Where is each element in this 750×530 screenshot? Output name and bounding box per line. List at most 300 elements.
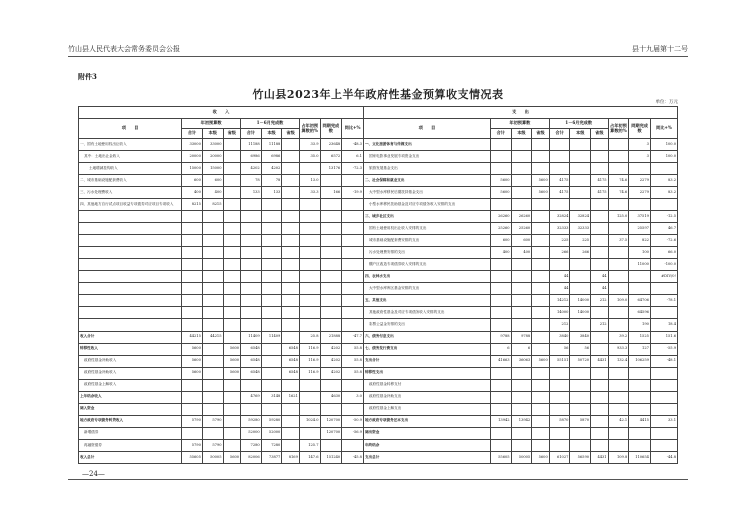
expenditure-cell: [532, 247, 550, 259]
income-cell: [241, 247, 262, 259]
income-cell: [299, 223, 320, 235]
expenditure-cell: [570, 427, 591, 439]
income-cell: [299, 199, 320, 211]
expenditure-cell: [591, 139, 609, 151]
table-row: [79, 319, 678, 331]
expenditure-cell: [570, 403, 591, 415]
expenditure-cell: 190: [629, 319, 651, 331]
income-cell: [299, 235, 320, 247]
expenditure-cell: -12.5: [650, 211, 677, 223]
income-cell: [241, 199, 262, 211]
table-row: [79, 379, 678, 391]
expenditure-cell: [629, 367, 651, 379]
income-cell: [223, 403, 241, 415]
expenditure-cell: [570, 151, 591, 163]
income-cell: [320, 307, 342, 319]
expenditure-cell: [629, 439, 651, 451]
income-cell: 8215: [202, 199, 223, 211]
income-cell: [223, 379, 241, 391]
expenditure-cell: [549, 151, 570, 163]
expenditure-cell: 125.0: [608, 211, 629, 223]
income-cell: [223, 151, 241, 163]
income-cell: [299, 403, 320, 415]
expenditure-cell: [490, 379, 511, 391]
expenditure-cell: [591, 259, 609, 271]
income-cell: 400: [182, 187, 203, 199]
expenditure-cell: 400: [511, 247, 532, 259]
income-cell: [261, 235, 282, 247]
income-cell: [223, 235, 241, 247]
income-cell: [182, 259, 203, 271]
expenditure-cell: [490, 427, 511, 439]
expenditure-cell: 25260: [490, 223, 511, 235]
income-cell: [182, 427, 203, 439]
table-row: [79, 283, 678, 295]
expenditure-cell: 2279: [629, 175, 651, 187]
expenditure-cell: [591, 235, 609, 247]
income-cell: [202, 235, 223, 247]
income-cell: [223, 187, 241, 199]
expenditure-cell: 600: [511, 235, 532, 247]
income-cell: [182, 283, 203, 295]
expenditure-cell: [608, 391, 629, 403]
income-cell: [261, 199, 282, 211]
expenditure-cell: [490, 271, 511, 283]
expenditure-cell: [629, 403, 651, 415]
expenditure-cell: [629, 427, 651, 439]
table-row: [79, 295, 678, 307]
expenditure-cell: [549, 403, 570, 415]
income-cell: [299, 379, 320, 391]
income-item-name: 收入合计: [79, 331, 182, 343]
income-cell: [202, 247, 223, 259]
income-cell: [299, 283, 320, 295]
expenditure-cell: 5870: [570, 415, 591, 427]
income-cell: 5600: [182, 367, 203, 379]
expenditure-cell: 66.0: [650, 247, 677, 259]
expenditure-cell: -78.1: [650, 295, 677, 307]
annex-label: 附件3: [78, 72, 97, 81]
expenditure-cell: 64596: [629, 307, 651, 319]
expenditure-cell: [532, 343, 550, 355]
expenditure-cell: 266: [570, 247, 591, 259]
expenditure-item-name: 六、债务付息支出: [363, 331, 490, 343]
income-cell: [182, 319, 203, 331]
expenditure-cell: [490, 295, 511, 307]
income-cell: -56.9: [342, 427, 364, 439]
income-cell: [342, 379, 364, 391]
income-cell: 5600: [223, 355, 241, 367]
income-cell: [261, 283, 282, 295]
income-cell: 78: [261, 175, 282, 187]
expenditure-cell: 106259: [629, 355, 651, 367]
expenditure-cell: [608, 163, 629, 175]
income-item-name: 政府性基金上解收入: [79, 379, 182, 391]
income-cell: [223, 223, 241, 235]
expenditure-cell: 9788: [490, 331, 511, 343]
expend-pct-header: 占年初预算数的%: [608, 119, 629, 139]
expenditure-cell: [591, 247, 609, 259]
income-cell: 600: [202, 175, 223, 187]
expend-actual-total-header: 合计: [549, 129, 570, 139]
income-cell: 4630: [320, 391, 342, 403]
expenditure-cell: 109.8: [608, 451, 629, 463]
expenditure-cell: 4431: [591, 355, 609, 367]
income-cell: [342, 211, 364, 223]
income-actual-local-header: 本级: [261, 129, 282, 139]
income-cell: [320, 259, 342, 271]
expenditure-cell: 14000: [570, 295, 591, 307]
table-row: [79, 271, 678, 283]
income-cell: 78: [241, 175, 262, 187]
income-cell: [320, 295, 342, 307]
income-cell: [261, 367, 282, 379]
expenditure-cell: 74.6: [608, 187, 629, 199]
expenditure-cell: [490, 367, 511, 379]
income-cell: [261, 379, 282, 391]
income-cell: [261, 271, 282, 283]
expenditure-cell: 4175: [549, 175, 570, 187]
expenditure-cell: 44: [549, 271, 570, 283]
income-cell: [223, 331, 241, 343]
expenditure-cell: [490, 283, 511, 295]
income-cell: 600: [182, 175, 203, 187]
income-cell: [282, 379, 300, 391]
income-cell: 5600: [223, 367, 241, 379]
expenditure-cell: 44: [591, 271, 609, 283]
income-cell: [241, 259, 262, 271]
expenditure-cell: [570, 271, 591, 283]
expenditure-cell: 32333: [570, 223, 591, 235]
table-row: [79, 139, 678, 151]
expend-growth-header: 同比+%: [650, 119, 677, 139]
expenditure-cell: [608, 247, 629, 259]
expenditure-cell: 37.5: [608, 235, 629, 247]
expenditure-cell: 26260: [490, 211, 511, 223]
expenditure-item-name: 彩票公益金安排的支出: [363, 319, 490, 331]
income-cell: [261, 247, 282, 259]
expenditure-cell: 26260: [511, 211, 532, 223]
income-cell: [202, 391, 223, 403]
unit-label: 单位：万元: [655, 100, 678, 105]
expenditure-cell: [511, 259, 532, 271]
income-item-name: [79, 247, 182, 259]
income-cell: 73877: [261, 451, 282, 463]
expenditure-cell: 3: [629, 139, 651, 151]
expenditure-cell: [591, 211, 609, 223]
expenditure-cell: [570, 259, 591, 271]
income-cell: 4202: [320, 367, 342, 379]
expenditure-cell: 33.1: [650, 415, 677, 427]
income-item-name: [79, 211, 182, 223]
income-cell: 4202: [261, 163, 282, 175]
income-cell: 5790: [202, 415, 223, 427]
expenditure-cell: [629, 379, 651, 391]
expenditure-cell: [549, 391, 570, 403]
income-cell: 7280: [241, 439, 262, 451]
table-row: [79, 415, 678, 427]
expenditure-cell: -48.1: [650, 355, 677, 367]
expenditure-cell: [549, 367, 570, 379]
income-cell: [299, 259, 320, 271]
expenditure-cell: [570, 391, 591, 403]
income-cell: 4202: [320, 355, 342, 367]
income-cell: 120700: [320, 427, 342, 439]
expenditure-cell: 400: [490, 247, 511, 259]
expenditure-cell: 5600: [532, 187, 550, 199]
expenditure-cell: [650, 283, 677, 295]
income-cell: [182, 235, 203, 247]
expenditure-cell: [490, 403, 511, 415]
expenditure-cell: 13942: [490, 415, 511, 427]
income-cell: [320, 223, 342, 235]
expenditure-cell: 5600: [532, 355, 550, 367]
expenditure-cell: [490, 163, 511, 175]
income-cell: [320, 211, 342, 223]
income-cell: [202, 379, 223, 391]
income-cell: 20000: [202, 151, 223, 163]
income-cell: 13.0: [299, 175, 320, 187]
expenditure-cell: 151.6: [650, 331, 677, 343]
income-cell: 23648: [320, 139, 342, 151]
income-cell: 8215: [182, 199, 203, 211]
income-cell: 8169: [282, 451, 300, 463]
expenditure-cell: [570, 163, 591, 175]
income-item-name: 三、污水处理费收入: [79, 187, 182, 199]
expenditure-cell: [511, 391, 532, 403]
income-cell: 5600: [182, 355, 203, 367]
table-row: [79, 151, 678, 163]
expenditure-cell: [532, 271, 550, 283]
income-cell: [320, 379, 342, 391]
income-cell: [223, 271, 241, 283]
expenditure-cell: [511, 319, 532, 331]
income-cell: [182, 211, 203, 223]
expenditure-cell: 36063: [511, 355, 532, 367]
expenditure-cell: [570, 379, 591, 391]
expenditure-item-name: 七、债务发行费支出: [363, 343, 490, 355]
expenditure-cell: [570, 199, 591, 211]
income-cell: 13176: [320, 163, 342, 175]
income-cell: 6.1: [342, 151, 364, 163]
income-cell: [342, 259, 364, 271]
expenditure-cell: 14000: [570, 307, 591, 319]
income-cell: [282, 187, 300, 199]
expenditure-cell: [650, 427, 677, 439]
income-cell: 6572: [320, 151, 342, 163]
income-cell: 21888: [320, 331, 342, 343]
expenditure-cell: [591, 403, 609, 415]
income-cell: [261, 355, 282, 367]
table-row: [79, 187, 678, 199]
expenditure-cell: 56: [549, 343, 570, 355]
income-cell: [320, 439, 342, 451]
expenditure-cell: 14212: [549, 295, 570, 307]
expenditure-cell: 13942: [511, 415, 532, 427]
income-item-name: 政府性基金补助收入: [79, 355, 182, 367]
table-row: [79, 223, 678, 235]
expenditure-cell: 56590: [570, 451, 591, 463]
expenditure-cell: [511, 175, 532, 187]
income-cell: [342, 271, 364, 283]
expenditure-item-name: 其他政府性基金及对应专项债务收入安排的支出: [363, 307, 490, 319]
expenditure-cell: [608, 271, 629, 283]
income-cell: [261, 319, 282, 331]
income-cell: 33000: [182, 139, 203, 151]
income-cell: [282, 427, 300, 439]
income-cell: [182, 403, 203, 415]
expend-annual-local-header: 本级: [511, 129, 532, 139]
expenditure-cell: 5600: [490, 175, 511, 187]
expenditure-item-name: 小型水库移民扶助基金及对应专项债务收入安排的支出: [363, 199, 490, 211]
income-item-name: 一、国有土地使用权出让收入: [79, 139, 182, 151]
income-cell: [223, 415, 241, 427]
expenditure-cell: [608, 199, 629, 211]
income-cell: 6548: [282, 367, 300, 379]
income-cell: [223, 199, 241, 211]
expenditure-cell: 9788: [511, 331, 532, 343]
expenditure-cell: 212: [549, 319, 570, 331]
expenditure-section-header: 支 出: [363, 107, 677, 119]
income-cell: [282, 283, 300, 295]
expenditure-cell: [511, 151, 532, 163]
income-cell: -19.9: [342, 187, 364, 199]
income-cell: 44215: [182, 331, 203, 343]
income-item-name: [79, 295, 182, 307]
expenditure-cell: [532, 223, 550, 235]
expenditure-cell: [532, 331, 550, 343]
expenditure-cell: [608, 319, 629, 331]
income-cell: [182, 223, 203, 235]
expenditure-cell: 14000: [549, 307, 570, 319]
income-cell: [282, 211, 300, 223]
expenditure-cell: [591, 307, 609, 319]
expenditure-cell: [570, 187, 591, 199]
expenditure-cell: [629, 163, 651, 175]
income-cell: [299, 427, 320, 439]
expenditure-cell: [511, 295, 532, 307]
expenditure-cell: 55605: [490, 451, 511, 463]
income-cell: [282, 415, 300, 427]
table-row: [79, 163, 678, 175]
expenditure-item-name: 国家电影事业发展专项资金支出: [363, 151, 490, 163]
expenditure-cell: [511, 199, 532, 211]
income-cell: [202, 319, 223, 331]
expenditure-cell: [549, 427, 570, 439]
expenditure-cell: 5870: [549, 415, 570, 427]
expenditure-cell: 83.2: [650, 175, 677, 187]
expenditure-cell: [549, 379, 570, 391]
income-cell: [241, 211, 262, 223]
income-cell: [282, 439, 300, 451]
income-cell: 125.7: [299, 439, 320, 451]
expenditure-cell: 5600: [532, 451, 550, 463]
income-cell: [261, 223, 282, 235]
income-cell: [223, 439, 241, 451]
income-cell: [282, 331, 300, 343]
expenditure-cell: [532, 151, 550, 163]
income-cell: [261, 307, 282, 319]
expenditure-cell: 74.6: [608, 175, 629, 187]
income-cell: [182, 247, 203, 259]
table-row: [79, 199, 678, 211]
income-cell: [342, 307, 364, 319]
income-item-name: [79, 235, 182, 247]
expenditure-item-name: 政府性基金上解支出: [363, 403, 490, 415]
income-cell: [241, 235, 262, 247]
expenditure-cell: [532, 139, 550, 151]
expenditure-cell: [532, 283, 550, 295]
income-cell: 33.3: [299, 187, 320, 199]
income-item-name: 上年结余收入: [79, 391, 182, 403]
income-cell: [282, 319, 300, 331]
expenditure-cell: [570, 283, 591, 295]
income-item-name: 政府性基金补助收入: [79, 367, 182, 379]
expenditure-cell: [511, 307, 532, 319]
expenditure-item-name: 地方政府专项债务还本支出: [363, 415, 490, 427]
income-cell: [202, 283, 223, 295]
expenditure-cell: 5600: [490, 187, 511, 199]
income-cell: 50005: [202, 451, 223, 463]
expenditure-item-name: 政府性基金转移支付: [363, 379, 490, 391]
income-cell: 116.9: [299, 343, 320, 355]
expenditure-cell: [570, 367, 591, 379]
income-item-name: 地方政府专项债务转贷收入: [79, 415, 182, 427]
income-cell: [182, 379, 203, 391]
expenditure-item-name: 大中型水库移民后期扶持基金支出: [363, 187, 490, 199]
income-cell: [241, 295, 262, 307]
income-cell: 4202: [320, 343, 342, 355]
expenditure-cell: 18.4: [650, 319, 677, 331]
expenditure-cell: [570, 175, 591, 187]
table-row: [79, 427, 678, 439]
expenditure-cell: 64706: [629, 295, 651, 307]
expenditure-cell: [570, 139, 591, 151]
expenditure-cell: [608, 151, 629, 163]
expenditure-cell: [608, 259, 629, 271]
income-cell: [320, 247, 342, 259]
income-cell: 7280: [261, 439, 282, 451]
expenditure-item-name: 支出合计: [363, 355, 490, 367]
income-cell: -48.3: [342, 139, 364, 151]
footer-divider: [68, 479, 688, 480]
expenditure-cell: -55.9: [650, 343, 677, 355]
expenditure-cell: [591, 367, 609, 379]
income-cell: [202, 271, 223, 283]
income-cell: [202, 355, 223, 367]
expenditure-item-name: 转移性支出: [363, 367, 490, 379]
income-cell: 166: [320, 187, 342, 199]
expenditure-cell: 44: [549, 283, 570, 295]
income-cell: 59280: [241, 415, 262, 427]
expenditure-cell: [650, 379, 677, 391]
expenditure-cell: 25260: [511, 223, 532, 235]
expenditure-cell: [511, 283, 532, 295]
income-item-name: 转移性收入: [79, 343, 182, 355]
income-cell: [299, 391, 320, 403]
income-cell: 120700: [320, 415, 342, 427]
income-cell: [299, 247, 320, 259]
income-cell: [342, 235, 364, 247]
expenditure-cell: [511, 187, 532, 199]
income-item-name: [79, 319, 182, 331]
income-cell: -45.8: [342, 451, 364, 463]
income-cell: 11409: [241, 331, 262, 343]
expenditure-cell: [532, 403, 550, 415]
income-cell: [320, 235, 342, 247]
income-cell: [261, 295, 282, 307]
expenditure-cell: 933.3: [608, 343, 629, 355]
